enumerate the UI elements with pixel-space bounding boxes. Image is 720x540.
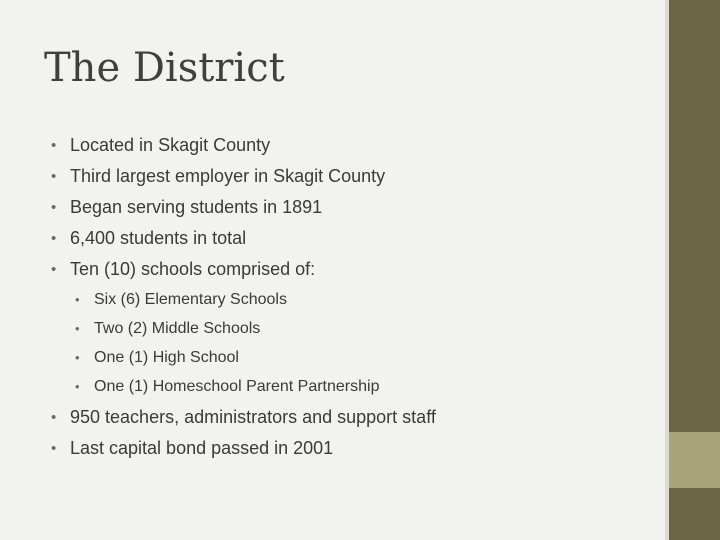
- bullet-icon: •: [75, 321, 80, 336]
- list-item: [0, 314, 379, 343]
- list-item-text: One (1) High School: [94, 349, 239, 366]
- list-item: [0, 254, 385, 285]
- list-item: [0, 161, 385, 192]
- list-item: [0, 372, 379, 401]
- list-item: [0, 223, 385, 254]
- bullet-icon: •: [75, 292, 80, 307]
- bullet-icon: •: [75, 350, 80, 365]
- list-item: [0, 285, 379, 314]
- bullet-icon: •: [51, 137, 57, 154]
- list-item-text: Two (2) Middle Schools: [94, 320, 261, 337]
- list-item-text: Began serving students in 1891: [70, 197, 323, 217]
- list-item: [0, 343, 379, 372]
- list-item: [0, 433, 436, 464]
- list-item-text: 6,400 students in total: [70, 228, 247, 248]
- list-item: [0, 192, 385, 223]
- sub-bullet-list: [0, 285, 379, 401]
- list-item-text: Last capital bond passed in 2001: [70, 438, 334, 458]
- list-item: [0, 130, 385, 161]
- bullet-icon: •: [51, 230, 57, 247]
- list-item: [0, 402, 436, 433]
- bullet-icon: •: [51, 199, 57, 216]
- closing-bullet-list: [0, 402, 436, 464]
- bullet-icon: •: [51, 261, 57, 278]
- list-item-text: Six (6) Elementary Schools: [94, 291, 287, 308]
- list-item-text: Third largest employer in Skagit County: [70, 166, 386, 186]
- bullet-icon: •: [51, 168, 57, 185]
- bullet-icon: •: [51, 409, 57, 426]
- bullet-icon: •: [75, 379, 80, 394]
- slide-title: The District: [44, 45, 285, 91]
- list-item-text: 950 teachers, administrators and support staff: [70, 407, 436, 427]
- list-item-text: One (1) Homeschool Parent Partnership: [94, 378, 380, 395]
- main-bullet-list: [0, 130, 385, 285]
- list-item-text: Located in Skagit County: [70, 135, 271, 155]
- bullet-icon: •: [51, 440, 57, 457]
- decorative-sidebar-accent: [669, 432, 720, 488]
- list-item-text: Ten (10) schools comprised of:: [70, 259, 316, 279]
